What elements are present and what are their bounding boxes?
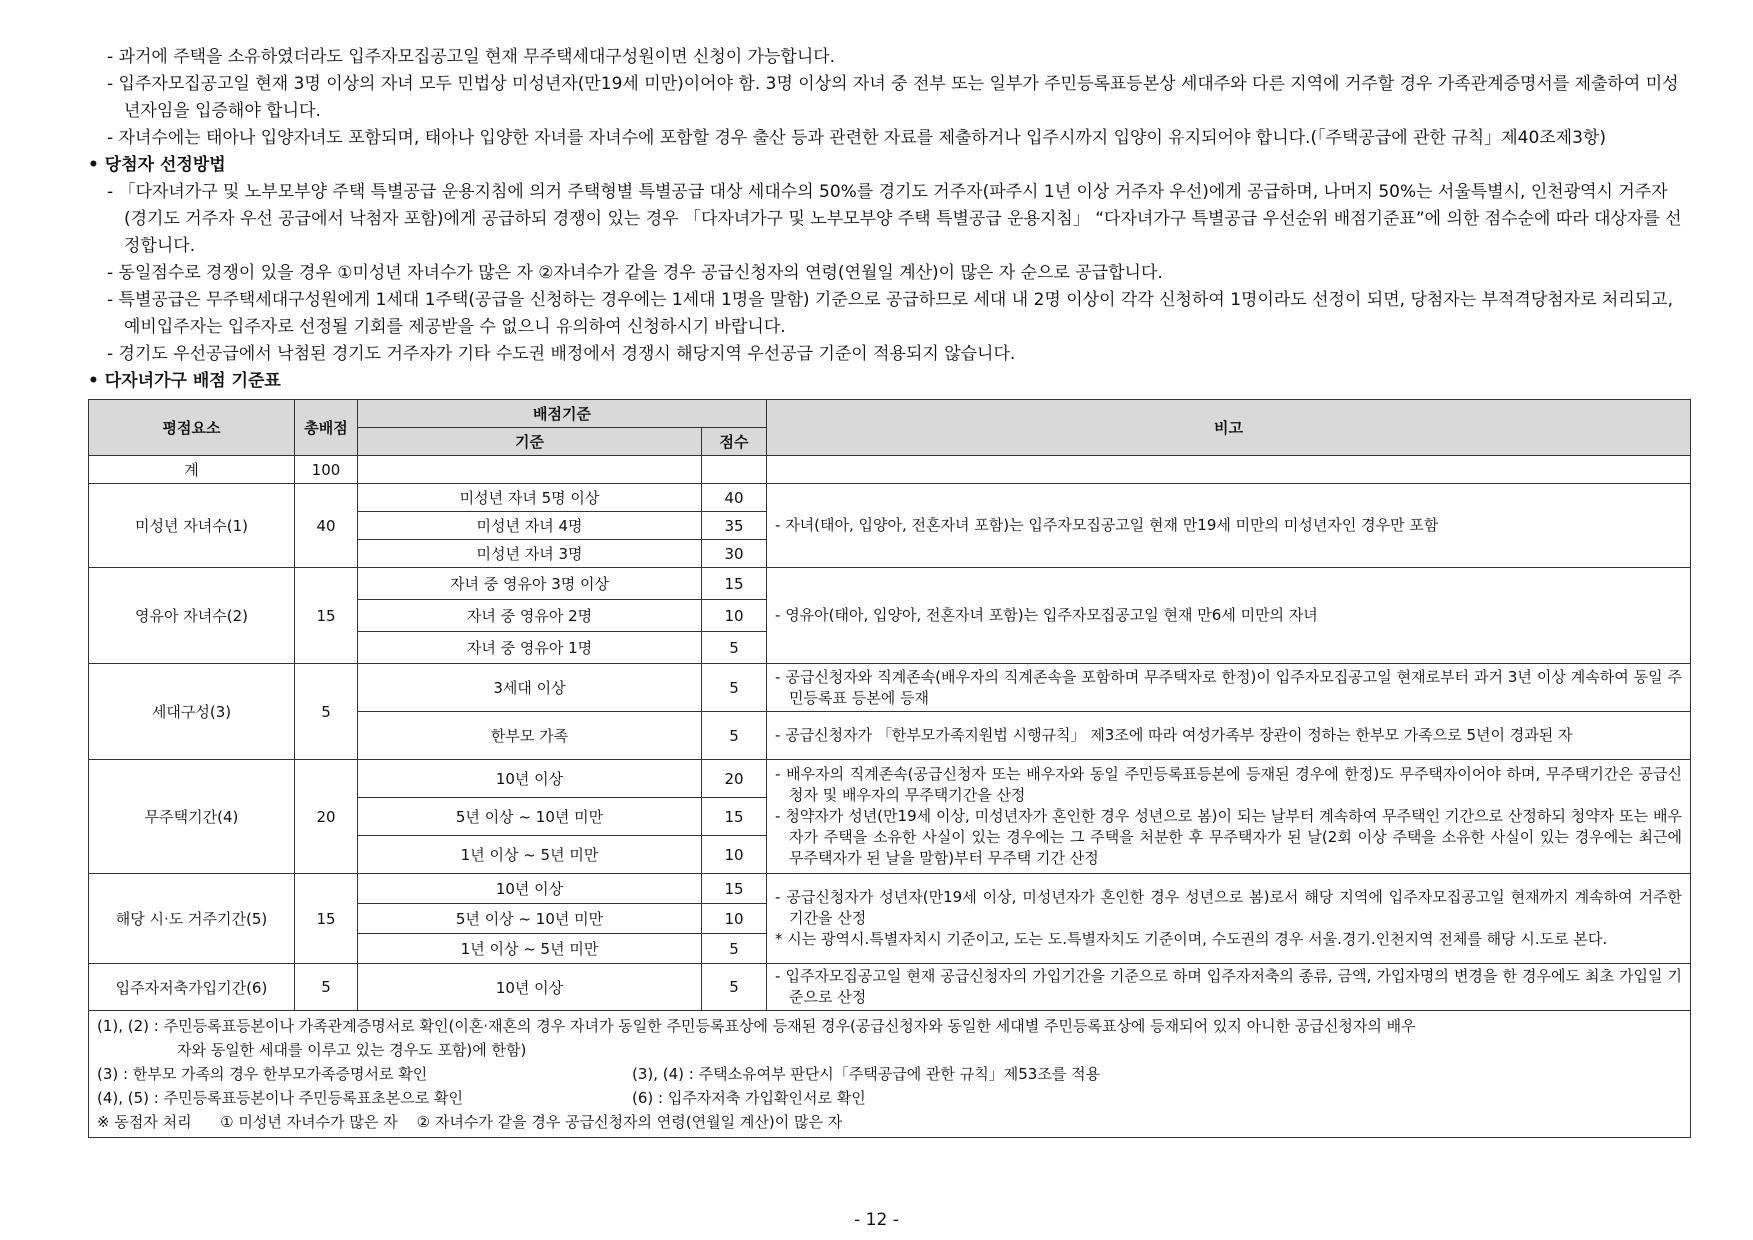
factor-name: 입주자저축가입기간(6) [89, 964, 295, 1011]
criteria-score: 5 [702, 964, 767, 1011]
intro-notes [88, 44, 1688, 395]
note-text: - 공급신청자와 직계존속(배우자의 직계존속을 포함하며 무주택자로 한정)이 입주자모집공고일 현재로부터 과거 3년 이상 계속하여 동일 주민등록표 등본에 등재 [775, 667, 1682, 709]
sum-value: 100 [295, 456, 358, 484]
intro-item: - 입주자모집공고일 현재 3명 이상의 자녀 모두 민법상 미성년자(만19세 미만)이어야 함. 3명 이상의 자녀 중 전부 또는 일부가 주민등록표등본상 세대주와 다른 지역에 거주할 경우 가족관계증명서를 제출하여 미성년자임을 입증해야 합니다. [88, 71, 1688, 125]
criteria-score: 10 [702, 600, 767, 632]
criteria-score: 15 [702, 874, 767, 904]
selection-item: - 경기도 우선공급에서 낙첨된 경기도 거주자가 기타 수도권 배정에서 경쟁시 해당지역 우선공급 기준이 적용되지 않습니다. [88, 341, 1688, 368]
factor-total: 20 [295, 760, 358, 874]
note-text: - 배우자의 직계존속(공급신청자 또는 배우자와 동일 주민등록표등본에 등재된 경우에 한정)도 무주택자이어야 하며, 무주택기간은 공급신청자 및 배우자의 무주택기간을 산정 [775, 764, 1682, 806]
criteria-score: 5 [702, 934, 767, 964]
criteria-score: 30 [702, 540, 767, 568]
page-number: - 12 - [854, 1210, 899, 1230]
footnote-line: 자와 동일한 세대를 이루고 있는 경우도 포함)에 한함) [177, 1041, 527, 1059]
criteria-basis: 10년 이상 [358, 964, 702, 1011]
factor-total: 15 [295, 568, 358, 664]
criteria-basis: 1년 이상 ~ 5년 미만 [358, 934, 702, 964]
criteria-score: 10 [702, 836, 767, 874]
criteria-score: 15 [702, 568, 767, 600]
header-note: 비고 [767, 400, 1691, 456]
criteria-score: 20 [702, 760, 767, 798]
factor-total: 5 [295, 664, 358, 760]
sum-label: 계 [89, 456, 295, 484]
criteria-basis: 미성년 자녀 4명 [358, 512, 702, 540]
criteria-basis: 10년 이상 [358, 874, 702, 904]
factor-name: 영유아 자녀수(2) [89, 568, 295, 664]
document-page [88, 44, 1688, 1138]
intro-item: - 과거에 주택을 소유하였더라도 입주자모집공고일 현재 무주택세대구성원이면 신청이 가능합니다. [88, 44, 1688, 71]
note-text: - 공급신청자가 성년자(만19세 이상, 미성년자가 혼인한 경우 성년으로 봄)로서 해당 지역에 입주자모집공고일 현재까지 계속하여 거주한 기간을 산정 [775, 887, 1682, 929]
criteria-basis: 미성년 자녀 3명 [358, 540, 702, 568]
note-text: - 자녀(태아, 입양아, 전혼자녀 포함)는 입주자모집공고일 현재 만19세 미만의 미성년자인 경우만 포함 [775, 515, 1682, 536]
factor-name: 해당 시·도 거주기간(5) [89, 874, 295, 964]
table-footnotes [89, 1011, 1691, 1138]
factor-name: 미성년 자녀수(1) [89, 484, 295, 568]
criteria-score: 5 [702, 632, 767, 664]
factor-name: 무주택기간(4) [89, 760, 295, 874]
scoring-table [88, 399, 1691, 1138]
footnote-line: (6) : 입주자저축 가입확인서로 확인 [632, 1089, 866, 1107]
tie-break-rule: ※ 동점자 처리 ① 미성년 자녀수가 많은 자 ② 자녀수가 같을 경우 공급신청자의 연령(연월일 계산)이 많은 자 [97, 1113, 843, 1131]
note-text: - 공급신청자가 「한부모가족지원법 시행규칙」 제3조에 따라 여성가족부 장관이 정하는 한부모 가족으로 5년이 경과된 자 [775, 725, 1682, 746]
criteria-basis: 한부모 가족 [358, 712, 702, 760]
factor-name: 세대구성(3) [89, 664, 295, 760]
criteria-basis: 자녀 중 영유아 2명 [358, 600, 702, 632]
note-text: - 청약자가 성년(만19세 이상, 미성년자가 혼인한 경우 성년으로 봄)이 되는 날부터 계속하여 무주택인 기간으로 산정하되 청약자 또는 배우자가 주택을 소유한 사실이 있는 경우에는 그 주택을 처분한 후 무주택자가 된 날(2회 이상 주택을 소유한 사실이 있는 경우에는 최근에 무주택자가 된 날을 말함)부터 무주택 기간 산정 [775, 806, 1682, 869]
factor-total: 40 [295, 484, 358, 568]
selection-item: - 동일점수로 경쟁이 있을 경우 ①미성년 자녀수가 많은 자 ②자녀수가 같을 경우 공급신청자의 연령(연월일 계산)이 많은 자 순으로 공급합니다. [88, 260, 1688, 287]
intro-item: - 자녀수에는 태아나 입양자녀도 포함되며, 태아나 입양한 자녀를 자녀수에 포함할 경우 출산 등과 관련한 자료를 제출하거나 입주시까지 입양이 유지되어야 합니다.(「주택공급에 관한 규칙」제40조제3항) [88, 125, 1688, 152]
criteria-basis: 10년 이상 [358, 760, 702, 798]
criteria-score: 10 [702, 904, 767, 934]
note-text: - 입주자모집공고일 현재 공급신청자의 가입기간을 기준으로 하며 입주자저축의 종류, 금액, 가입자명의 변경을 한 경우에도 최초 가입일 기준으로 산정 [775, 966, 1682, 1008]
criteria-basis: 5년 이상 ~ 10년 미만 [358, 904, 702, 934]
criteria-score: 15 [702, 798, 767, 836]
criteria-score: 40 [702, 484, 767, 512]
section-heading: • 다자녀가구 배점 기준표 [88, 368, 1688, 395]
header-criteria: 배점기준 [358, 400, 767, 428]
note-text: * 시는 광역시.특별자치시 기준이고, 도는 도.특별자치도 기준이며, 수도권의 경우 서울.경기.인천지역 전체를 해당 시.도로 본다. [775, 929, 1682, 950]
factor-total: 15 [295, 874, 358, 964]
note-text: - 영유아(태아, 입양아, 전혼자녀 포함)는 입주자모집공고일 현재 만6세 미만의 자녀 [775, 605, 1682, 626]
footnote-line: (3), (4) : 주택소유여부 판단시「주택공급에 관한 규칙」제53조를 적용 [632, 1065, 1101, 1083]
selection-item: - 「다자녀가구 및 노부모부양 주택 특별공급 운용지침에 의거 주택형별 특별공급 대상 세대수의 50%를 경기도 거주자(파주시 1년 이상 거주자 우선)에게 공급하며, 나머지 50%는 서울특별시, 인천광역시 거주자(경기도 거주자 우선 공급에서 낙첨자 포함)에게 공급하되 경쟁이 있는 경우 「다자녀가구 및 노부모부양 주택 특별공급 운용지침」 “다자녀가구 특별공급 우선순위 배점기준표”에 의한 점수순에 따라 대상자를 선정합니다. [88, 179, 1688, 260]
selection-item: - 특별공급은 무주택세대구성원에게 1세대 1주택(공급을 신청하는 경우에는 1세대 1명을 말함) 기준으로 공급하므로 세대 내 2명 이상이 각각 신청하여 1명이라도 선정이 되면, 당첨자는 부적격당첨자로 처리되고, 예비입주자는 입주자로 선정될 기회를 제공받을 수 없으니 유의하여 신청하시기 바랍니다. [88, 287, 1688, 341]
footnote-line: (3) : 한부모 가족의 경우 한부모가족증명서로 확인 [97, 1065, 428, 1083]
section-heading: • 당첨자 선정방법 [88, 152, 1688, 179]
footnote-line: (4), (5) : 주민등록표등본이나 주민등록표초본으로 확인 [97, 1089, 463, 1107]
criteria-basis: 미성년 자녀 5명 이상 [358, 484, 702, 512]
footnote-line: (1), (2) : 주민등록표등본이나 가족관계증명서로 확인(이혼·재혼의 경우 자녀가 동일한 주민등록표상에 등재된 경우(공급신청자와 동일한 세대별 주민등록표상에 등재되어 있지 아니한 공급신청자의 배우 [97, 1017, 1416, 1035]
criteria-basis: 1년 이상 ~ 5년 미만 [358, 836, 702, 874]
header-total: 총배점 [295, 400, 358, 456]
header-factor: 평점요소 [89, 400, 295, 456]
header-score: 점수 [702, 428, 767, 456]
header-basis: 기준 [358, 428, 702, 456]
criteria-score: 5 [702, 664, 767, 712]
criteria-basis: 자녀 중 영유아 3명 이상 [358, 568, 702, 600]
criteria-basis: 자녀 중 영유아 1명 [358, 632, 702, 664]
criteria-score: 35 [702, 512, 767, 540]
criteria-score: 5 [702, 712, 767, 760]
criteria-basis: 5년 이상 ~ 10년 미만 [358, 798, 702, 836]
factor-total: 5 [295, 964, 358, 1011]
criteria-basis: 3세대 이상 [358, 664, 702, 712]
